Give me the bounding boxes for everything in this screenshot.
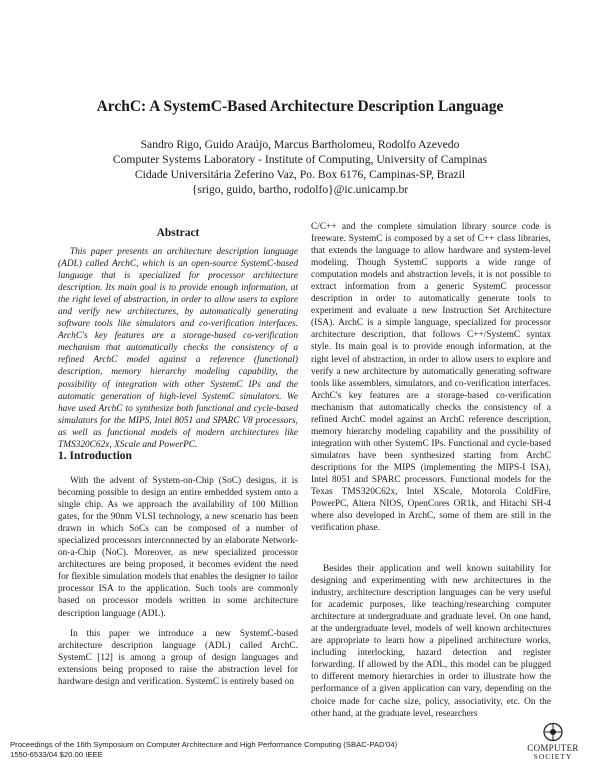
- logo-line-1: COMPUTER: [527, 743, 579, 753]
- abstract-heading: Abstract: [156, 227, 200, 239]
- introduction-paragraph-2: In this paper we introduce a new SystemC-based architecture description language (ADL) called ArchC. SystemC [12] is among a group of design languages and extensions being proposed to raise the abstraction level for hardware design and verification. SystemC is entirely based on: [58, 628, 298, 687]
- computer-society-logo: [521, 722, 585, 761]
- right-column-paragraph-1-block: [311, 221, 551, 534]
- introduction-heading: 1. Introduction: [58, 450, 132, 462]
- affiliation: Computer Systems Laboratory - Institute of Computing, University of Campinas: [112, 153, 488, 166]
- right-column-paragraph-2: Besides their application and well known suitability for designing and experimenting with new architectures in the industry, architecture description languages can be very useful for academic purposes, like teaching/researching computer architecture at undergraduate and graduate level. On one hand, at the undergraduate level, models of well known architectures are appropriate to learn how a pipelined architecture works, including interlocking, hazard detection and register forwarding. If allowed by the ADL, this model can be plugged to different memory hierarchies in order to illustrate how the performance of a given application can vary, depending on the choice made for cache size, policy, associativity, etc. On the other hand, at the graduate level, researchers: [311, 564, 551, 719]
- abstract-body: [58, 246, 298, 451]
- right-column-paragraph-1: C/C++ and the complete simulation library source code is freeware. SystemC is composed by a set of C++ class libraries, that extends the language to allow hardware and system-level modeling. Though SystemC supports a wide range of computation models and abstraction levels, it is not possible to extract information from a generic SystemC processor description in order to automatically generate tools to experiment and evaluate a new Instruction Set Architecture (ISA). ArchC is a simple language, specialized for processor architecture description, that follows C++/SystemC syntax style. Its main goal is to provide enough information, at the right level of abstraction, in order to allow users to explore and verify a new architecture by automatically generating software tools like assemblers, simulators, and co-verification interfaces. ArchC's key features are a storage-based co-verification mechanism that automatically checks the consistency of a refined ArchC model against an ArchC reference description, memory hierarchy modeling capability and the possibility of integration with other SystemC IPs. Functional and cycle-based simulators have been synthesized starting from ArchC descriptions for the MIPS (implementing the MIPS-I ISA), Intel 8051 and SPARC processors. Functional models for the Texas TMS320C62x, Intel XScale, Motorola ColdFire, PowerPC, Altera NIOS, OpenCores OR1k, and Hitachi SH-4 where also developed in ArchC, some of them are still in the verification phase.: [311, 222, 551, 534]
- right-column-paragraph-2-block: [311, 563, 551, 720]
- author-block: [0, 137, 600, 197]
- logo-line-2: SOCIETY: [533, 752, 573, 761]
- introduction-paragraph-1: With the advent of System-on-Chip (SoC) designs, it is becoming possible to design an entire embedded system onto a single chip. As we approach the availability of 100 Million gates, for the 90nm VLSI technology, a new scenario has been drawn in which SoCs can be composed of a number of specialized processors interconnected by an elaborate Network-on-a-Chip (NoC). Moreover, as new specialized processor architectures are being proposed, it becomes evident the need for flexible simulation models that enables the designer to tailor processor ISA to the application. Such tools are commonly based on processor models written in some architecture description language (ADL).: [58, 476, 298, 619]
- abstract-text: This paper presents an architecture description language (ADL) called ArchC, which is an open-source SystemC-based language that is specialized for processor architecture description. Its main goal is to provide enough information, at the right level of abstraction, in order to allow users to explore and verify new architectures, by automatically generating software tools like simulators and co-verification interfaces. ArchC's key features are a storage-based co-verification mechanism that automatically checks the consistency of a refined ArchC model against a reference (functional) description, memory hierarchy modeling capability, the possibility of integration with other SystemC IPs and the automatic generation of high-level SystemC simulators. We have used ArchC to synthesize both functional and cycle-based simulators for the MIPS, Intel 8051 and SPARC V8 processors, as well as functional models of modern architectures like TMS320C62x, XScale and PowerPC.: [58, 247, 298, 450]
- emails: {srigo, guido, bartho, rodolfo}@ic.unicamp.br: [191, 183, 409, 196]
- address: Cidade Universitária Zeferino Vaz, Po. Box 6176, Campinas-SP, Brazil: [134, 168, 466, 181]
- footer-line-2: 1550-6533/04 $20.00 IEEE: [10, 750, 103, 759]
- footer-line-1: Proceedings of the 16th Symposium on Computer Architecture and High Performance Computing (SBAC-PAD'04): [10, 740, 398, 749]
- proceedings-footer: [10, 740, 397, 760]
- author-names: Sandro Rigo, Guido Araújo, Marcus Bartholomeu, Rodolfo Azevedo: [140, 138, 460, 151]
- introduction-body: [58, 475, 298, 688]
- paper-title: ArchC: A SystemC-Based Architecture Description Language: [96, 98, 504, 115]
- computer-society-emblem-icon: [542, 722, 564, 742]
